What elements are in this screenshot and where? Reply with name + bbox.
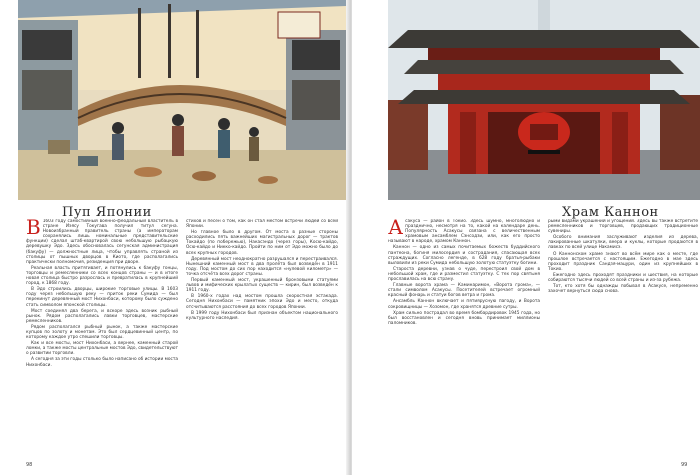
paragraph: Каннон — одно из самых почитаемых божеств буддийского пантеона, богиня милосердия и сострадания, спасающая всех страждущих. Согласно легенде, в 628 году братья-рыбаки выловили из реки Сумида небольшую золотую статуэтку богини. — [388, 245, 540, 266]
paragraph: Ежегодно здесь проходят праздники и шествия, на которые собираются тысячи людей со всей страны и из-за рубежа. — [548, 272, 698, 284]
paragraph: В 1960-х годах над мостом прошла скоростная эстакада. Сегодня Нихонбаси — памятник эпохи Эдо и место, откуда отсчитываются расстояния до всех городов Японии. — [186, 294, 338, 310]
paragraph: Как и все мосты, мост Нихонбаси, а вернее, каменный старой ломки, а также мосты центральные мостов Эдо, свидетельствуют о развитии торговли. — [26, 341, 178, 357]
paragraph: Но главное было в другом. От моста в разные стороны расходились пять важнейших магистральных дорог — трактов Токайдо (по побережью), Накасэндо (через горы), Косю-кайдо, Осю-кайдо и Никко-кайдо. Пройти по ним от Эдо можно было до всех крупных городов. — [186, 230, 338, 256]
paragraph: Реальная власть притягивает, и потянулись к бакуфу гонцы, торговцы и ремесленники со всех концов страны — и в итоге новая столица быстро разрослась и превратилась в крупнейший город, к 1868 году. — [26, 265, 178, 287]
paragraph: Главные ворота храма — Каминаримон, «Ворота грома», — стали символом Асакусы. Посетителей встречает огромный красный фонарь и статуи богов ветра и грома. — [388, 283, 540, 299]
paragraph: О Каннонском храме знают во всём мире как о месте, где прошлое встречается с настоящим. Ежегодно в мае здесь проходит праздник Сандзя-мацури, один из крупнейших в Токио. — [548, 251, 698, 272]
right-column-1 — [388, 219, 540, 461]
paragraph: Ансамбль Каннон включает и пятиярусную пагоду, и Ворота сокровищницы — Хозомон, где хранятся древние сутры. — [388, 299, 540, 310]
paragraph: А сегодня за эти годы столько было написано об истории моста Нихонбаси. — [26, 357, 178, 368]
left-page-title: Пуп Японии — [62, 205, 152, 220]
paragraph: Асакуса — район в Токио. Здесь шумно, многолюдно и празднично, несмотря на то, какой на календаре день. Популярность Асакусы связана с величественным храмовым ансамблем Сэнсодзи, или, как его просто называют в народе, храмом Каннон. — [388, 219, 540, 245]
page-number-right: 99 — [681, 462, 688, 468]
paragraph: Староста деревни, узнав о чуде, перестроил свой дом в небольшой храм, где и разместил статуэтку. С тех пор святыня прославилась на всю страну. — [388, 266, 540, 283]
paragraph: Тот, кто хотя бы однажды побывал в Асакусе, непременно захочет вернуться сюда снова. — [548, 284, 698, 295]
photo-kaminarimon-gate — [388, 0, 700, 200]
paragraph: В Эдо строились дворцы, широкие торговые улицы. В 1603 году через небольшую реку — приток реки Сумида — был перекинут деревянный мост Нихонбаси, которому было суждено стать символом японской столицы. — [26, 287, 178, 308]
left-page — [0, 0, 348, 475]
paragraph: Рядом располагался рыбный рынок, а также мастерские купцов по золоту и монетам. Это был сердцевинный центр, по которому каждое утро спешили торговцы. — [26, 324, 178, 341]
left-column-1 — [26, 219, 178, 461]
paragraph: Мост соединял два берега, и вскоре здесь возник рыбный рынок. Рядом располагались лавки торговцев, мастерские ремесленников. — [26, 308, 178, 324]
paragraph: Первый каменный мост, украшенный бронзовыми статуями львов и мифических крылатых существ — кирин, был возведён к 1911 году. — [186, 278, 338, 294]
paragraph: Храм сильно пострадал во время бомбардировок 1945 года, но был восстановлен и сегодня вновь принимает миллионы паломников. — [388, 310, 540, 326]
paragraph: Особого внимания заслуживают изделия из дерева, лакированные шкатулки, веера и куклы, которые продаются в лавках по всей улице Накамисэ. — [548, 235, 698, 251]
paragraph: В 1603 году самостийный военно-феодальный властитель в стране Иэясу Токугава получил титул сегуна. Новоизбранный правитель страны (а императорам сохранялись лишь номинальные представительские функции) сделал штаб-квартирой свою небольшую рыбацкую деревушку Эдо. Здесь обосновалась сегунская администрация (бакуфу) — должностные лица, чтобы управлять страной из столицы от пышных дворцов в Киото, где располагались практически полномочия, резиденция при дворе. — [26, 219, 178, 265]
woodblock-print-nihonbashi — [18, 0, 346, 200]
paragraph: Деревянный мост неоднократно разрушался и перестраивался. Нынешний каменный мост в два пролёта был возведён в 1911 году. Под мостом до сих пор находится «нулевой километр» — точка отсчёта всех дорог страны. — [186, 256, 338, 277]
paragraph: стихов и песен о том, как он стал местом встречи людей со всей Японии. — [186, 219, 338, 230]
drop-cap: В — [26, 219, 41, 239]
drop-cap: А — [388, 219, 404, 239]
right-column-2 — [548, 219, 698, 461]
paragraph: рыми видами украшений и угощений. Здесь вы также встретите ремесленников и торговцев, продающих традиционные сувениры. — [548, 219, 698, 235]
right-page-title: Храм Каннон — [562, 205, 659, 220]
page-number-left: 98 — [26, 462, 33, 468]
paragraph: В 1999 году Нихонбаси был признан объектом национального культурного наследия. — [186, 310, 338, 321]
left-column-2 — [186, 219, 338, 461]
